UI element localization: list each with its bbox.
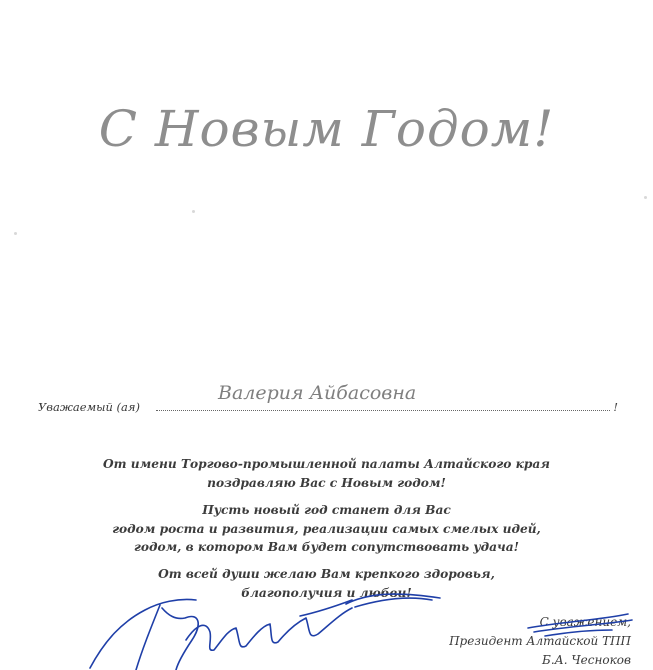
- paragraph-line: годом, в котором Вам будет сопутствовать удача!: [133, 540, 520, 554]
- salutation-label: Уважаемый (ая): [38, 400, 141, 414]
- paragraph-chamber-greeting: [0, 455, 653, 492]
- closing-regards: С уважением,: [539, 615, 631, 629]
- recipient-name: Валерия Айбасовна: [218, 382, 417, 404]
- card-title: С Новым Годом!: [98, 100, 555, 158]
- salutation-dotted-line: [156, 410, 610, 411]
- closing-position: Президент Алтайской ТПП: [449, 634, 631, 648]
- paragraph-line: благополучия и любви!: [241, 585, 412, 600]
- paragraph-line: годом роста и развития, реализации самых смелых идей,: [112, 521, 541, 536]
- paragraph-health-wishes: [0, 565, 653, 602]
- paper-speck: [192, 210, 195, 213]
- paragraph-line: От имени Торгово-промышленной палаты Алтайского края: [103, 457, 550, 471]
- paper-speck: [14, 232, 17, 235]
- paragraph-line: поздравляю Вас с Новым годом!: [207, 475, 446, 490]
- closing-name: Б.А. Чесноков: [542, 653, 631, 667]
- paragraph-line: От всей души желаю Вам крепкого здоровья,: [158, 567, 495, 581]
- paper-speck: [644, 196, 647, 199]
- salutation-exclamation: !: [613, 400, 618, 414]
- closing-block: [371, 613, 631, 670]
- paragraph-line: Пусть новый год станет для Вас: [202, 503, 451, 517]
- paragraph-new-year-wishes: [0, 501, 653, 557]
